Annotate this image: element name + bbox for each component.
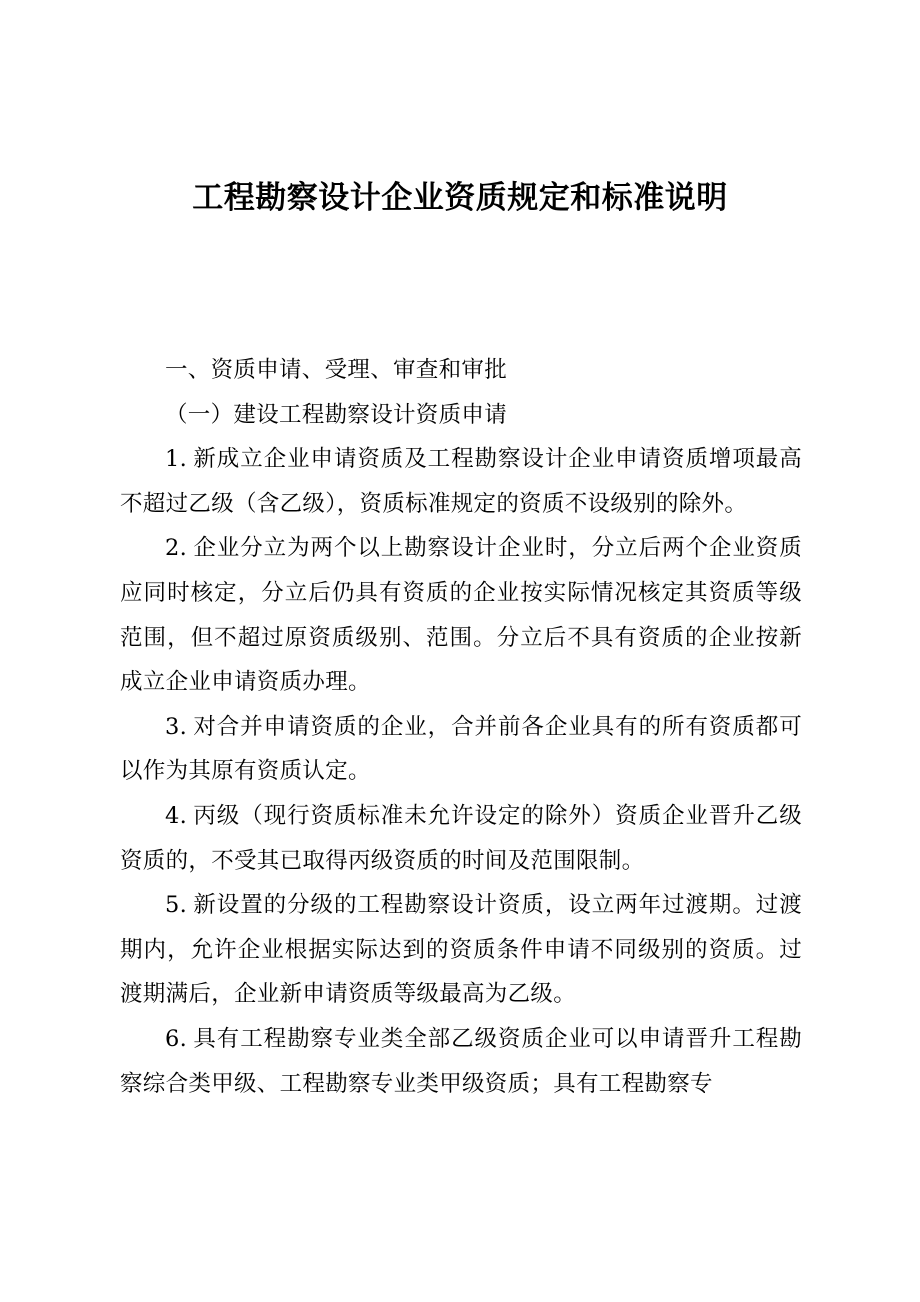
paragraph-text: 具有工程勘察专业类全部乙级资质企业可以申请晋升工程勘察综合类甲级、工程勘察专业类甲级资质；具有工程勘察专	[120, 1025, 802, 1097]
document-title: 工程勘察设计企业资质规定和标准说明	[192, 180, 728, 216]
paragraph-4	[120, 794, 802, 883]
subsection-heading: （一）建设工程勘察设计资质申请	[165, 401, 508, 428]
document-body	[120, 348, 802, 1106]
paragraph-text: 对合并申请资质的企业，合并前各企业具有的所有资质都可以作为其原有资质认定。	[120, 713, 802, 785]
section-heading: 一、资质申请、受理、审查和审批	[165, 357, 508, 383]
paragraph-2	[120, 526, 802, 704]
paragraph-text: 企业分立为两个以上勘察设计企业时，分立后两个企业资质应同时核定，分立后仍具有资质的企业按实际情况核定其资质等级范围，但不超过原资质级别、范围。分立后不具有资质的企业按新成立企业申请资质办理。	[120, 535, 802, 696]
paragraph-text: 丙级（现行资质标准未允许设定的除外）资质企业晋升乙级资质的，不受其已取得丙级资质的时间及范围限制。	[120, 802, 802, 874]
paragraph-1	[120, 437, 802, 526]
paragraph-number: 4.	[165, 802, 188, 829]
paragraph-number: 1.	[165, 446, 188, 473]
paragraph-5	[120, 883, 802, 1017]
paragraph-6	[120, 1017, 802, 1106]
paragraph-number: 2.	[165, 535, 188, 562]
paragraph-3	[120, 705, 802, 794]
paragraph-number: 6.	[165, 1025, 188, 1052]
paragraph-number: 5.	[165, 892, 188, 919]
paragraph-text: 新设置的分级的工程勘察设计资质，设立两年过渡期。过渡期内，允许企业根据实际达到的资质条件申请不同级别的资质。过渡期满后，企业新申请资质等级最高为乙级。	[120, 892, 802, 1008]
paragraph-text: 新成立企业申请资质及工程勘察设计企业申请资质增项最高不超过乙级（含乙级），资质标准规定的资质不设级别的除外。	[120, 446, 802, 517]
paragraph-number: 3.	[165, 713, 188, 740]
